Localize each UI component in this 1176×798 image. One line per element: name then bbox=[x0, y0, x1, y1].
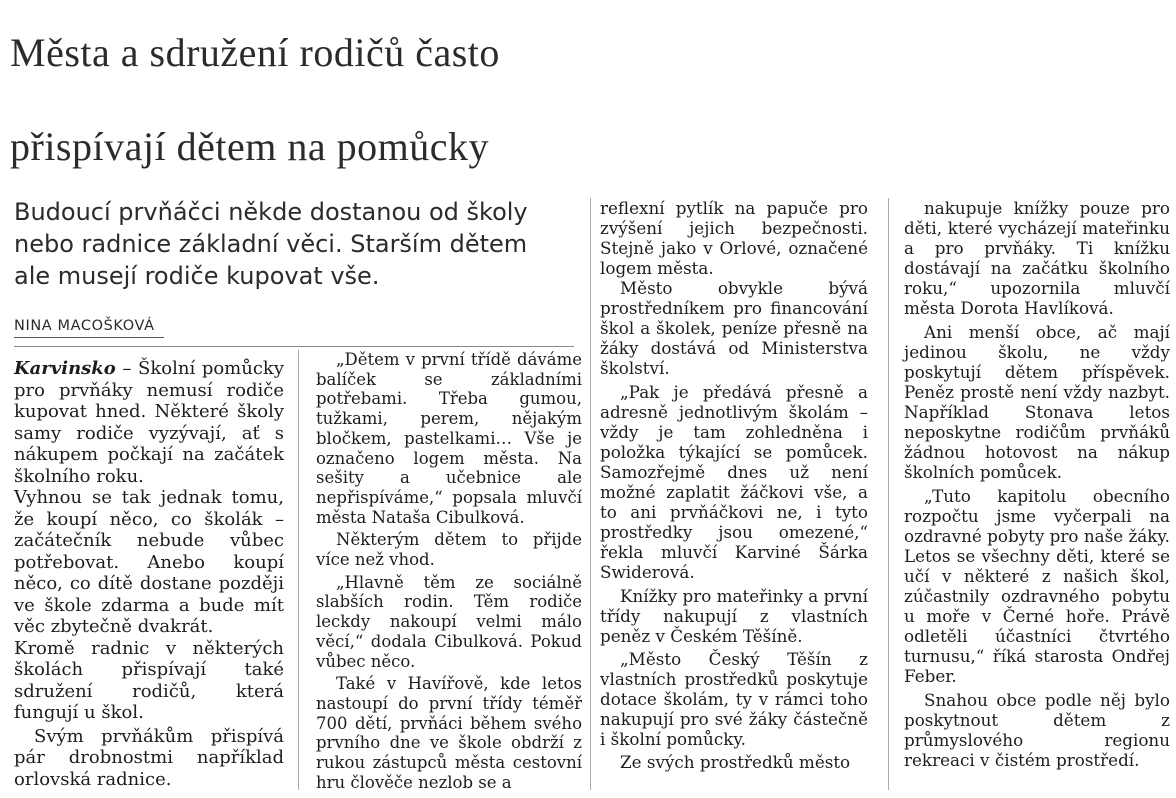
column-1-paragraph-1 bbox=[14, 358, 284, 487]
column-3 bbox=[600, 198, 868, 772]
column-divider-2 bbox=[590, 198, 591, 790]
column-4 bbox=[904, 198, 1170, 770]
column-1 bbox=[14, 358, 284, 790]
column-2-paragraph-3: „Hlavně těm ze sociálně slabších rodin. Těm rodiče leckdy nakoupí velmi málo věcí,“ dodala Cibulková. Pokud vůbec něco. bbox=[316, 572, 582, 671]
column-2-paragraph-2: Některým dětem to přijde více než vhod. bbox=[316, 530, 582, 570]
lead-paragraph bbox=[14, 196, 574, 292]
column-3-paragraph-5: „Město Český Těšín z vlastních prostředků poskytuje dotace školám, ty v rámci toho nakupují pro své žáky částečně i školní pomůcky. bbox=[600, 649, 868, 749]
column-2-paragraph-1: „Dětem v první třídě dáváme balíček se základními potřebami. Třeba gumou, tužkami, perem, nějakým bločkem, pastelkami… Vše je označeno logem města. Na sešity a učebnice ale nepřispíváme,“ popsala mluvčí města Nataša Cibulková. bbox=[316, 350, 582, 527]
column-1-paragraph-2: Vyhnou se tak jednak tomu, že koupí něco, co školák – začátečník nebude vůbec potřebovat. Anebo koupí něco, co dítě dostane později ve škole zdarma a bude mít věc zbytečně dvakrát. bbox=[14, 487, 284, 637]
column-1-paragraph-1-text: – Školní pomůcky pro prvňáky nemusí rodiče kupovat hned. Některé školy samy rodiče vyzývají, ať s nákupem počkají na začátek školního roku. bbox=[14, 358, 284, 487]
headline-line-1: Města a sdružení rodičů často bbox=[10, 30, 500, 75]
column-3-paragraph-2: Město obvykle bývá prostředníkem pro financování škol a školek, peníze přesně na žáky dostává od Ministerstva školství. bbox=[600, 278, 868, 378]
column-3-paragraph-6: Ze svých prostředků město bbox=[620, 752, 851, 772]
headline bbox=[10, 6, 1170, 194]
column-2-paragraph-4: Také v Havířově, kde letos nastoupí do první třídy téměř 700 dětí, prvňáci během svého prvního dne ve škole obdrží z rukou zástupců města cestovní hru člověče nezlob se a bbox=[316, 674, 582, 792]
column-4-paragraph-2: Ani menší obce, ač mají jedinou školu, ne vždy poskytují dětem příspěvek. Peněz prostě není vždy nazbyt. Například Stonava letos neposkytne rodičům prvňáků žádnou hotovost na nákup školních pomůcek. bbox=[904, 322, 1170, 482]
column-2 bbox=[316, 350, 582, 792]
column-1-paragraph-3: Kromě radnic v některých školách přispívají také sdružení rodičů, která fungují u škol. bbox=[14, 637, 284, 723]
headline-line-2: přispívají dětem na pomůcky bbox=[10, 124, 489, 169]
column-4-paragraph-4: Snahou obce podle něj bylo poskytnout dětem z průmyslového regionu rekreaci v čistém prostředí. bbox=[904, 690, 1170, 770]
column-4-paragraph-3: „Tuto kapitolu obecního rozpočtu jsme vyčerpali na ozdravné pobyty pro naše žáky. Letos se všechny děti, které se učí v některé z našich škol, zúčastnily ozdravného pobytu u moře v Černé hoře. Právě odletěli účastníci čtvrtého turnusu,“ říká starosta Ondřej Feber. bbox=[904, 486, 1170, 686]
byline-divider bbox=[14, 346, 574, 347]
column-1-paragraph-4: Svým prvňákům přispívá pár drobnostmi například orlovská radnice. bbox=[14, 725, 284, 790]
column-3-paragraph-4: Knížky pro mateřinky a první třídy nakupují z vlastních peněz v Českém Těšíně. bbox=[600, 586, 868, 646]
column-divider-1 bbox=[298, 350, 299, 790]
dateline: Karvinsko bbox=[14, 358, 116, 379]
column-3-paragraph-3: „Pak je předává přesně a adresně jednotlivým školám – vždy je tam zohledněna i položka týkající se pomůcek. Samozřejmě dnes už není možné zaplatit žáčkovi vše, a to ani prvňáčkovi ne, i tyto prostředky jsou omezené,“ řekla mluvčí Karviné Šárka Swiderová. bbox=[600, 382, 868, 582]
lead-line-1: Budoucí prvňáčci někde dostanou od školy bbox=[14, 198, 528, 226]
lead-line-3: ale musejí rodiče kupovat vše. bbox=[14, 262, 380, 290]
column-4-paragraph-1: nakupuje knížky pouze pro děti, které vycházejí mateřinku a pro prvňáky. Ti knížku dostávají na začátku školního roku,“ upozornila mluvčí města Dorota Havlíková. bbox=[904, 198, 1170, 318]
lead-line-2: nebo radnice základní věci. Starším dětem bbox=[14, 230, 528, 258]
column-3-paragraph-1: reflexní pytlík na papuče pro zvýšení jejich bezpečnosti. Stejně jako v Orlové, označené logem města. bbox=[600, 198, 868, 278]
column-divider-3 bbox=[888, 198, 889, 790]
author-byline: NINA MACOŠKOVÁ bbox=[14, 318, 164, 338]
